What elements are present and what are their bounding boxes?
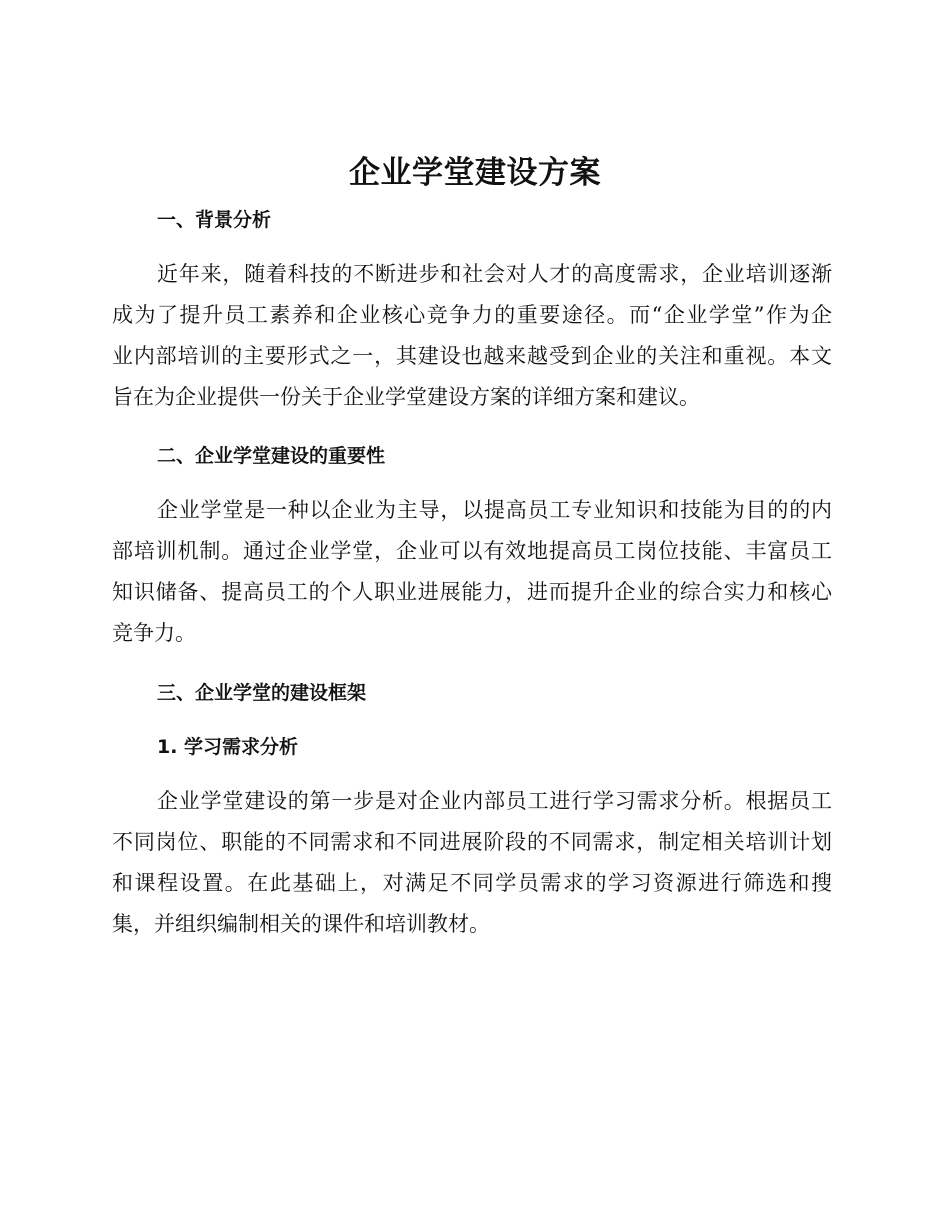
paragraph-line: 旨在为企业提供一份关于企业学堂建设方案的详细方案和建议。 [112, 385, 700, 409]
paragraph-line: 不同岗位、职能的不同需求和不同进展阶段的不同需求，制定相关培训计划 [112, 830, 832, 854]
paragraph-line: 业内部培训的主要形式之一，其建设也越来越受到企业的关注和重视。本文 [112, 344, 832, 368]
paragraph-line: 部培训机制。通过企业学堂，企业可以有效地提高员工岗位技能、丰富员工 [112, 539, 832, 563]
paragraph-line: 企业学堂建设的第一步是对企业内部员工进行学习需求分析。根据员工 [157, 789, 832, 813]
paragraph-line: 近年来，随着科技的不断进步和社会对人才的高度需求，企业培训逐渐 [157, 262, 832, 286]
paragraph-line: 企业学堂是一种以企业为主导，以提高员工专业知识和技能为目的的内 [157, 498, 832, 522]
section-heading-importance: 二、企业学堂建设的重要性 [157, 445, 386, 467]
paragraph-line: 成为了提升员工素养和企业核心竞争力的重要途径。而“企业学堂”作为企 [112, 303, 832, 327]
subsection-paragraph-needs-analysis [112, 781, 832, 945]
section-heading-framework: 三、企业学堂的建设框架 [157, 682, 367, 704]
paragraph-line: 集，并组织编制相关的课件和培训教材。 [112, 912, 490, 936]
section-paragraph-background [112, 254, 832, 418]
section-heading-background: 一、背景分析 [157, 209, 272, 231]
paragraph-line: 知识储备、提高员工的个人职业进展能力，进而提升企业的综合实力和核心 [112, 580, 832, 604]
section-paragraph-importance [112, 490, 832, 654]
paragraph-line: 竞争力。 [112, 621, 196, 645]
paragraph-line: 和课程设置。在此基础上，对满足不同学员需求的学习资源进行筛选和搜 [112, 871, 832, 895]
subsection-heading-needs-analysis: 1. 学习需求分析 [157, 736, 299, 758]
document-title: 企业学堂建设方案 [349, 155, 601, 191]
